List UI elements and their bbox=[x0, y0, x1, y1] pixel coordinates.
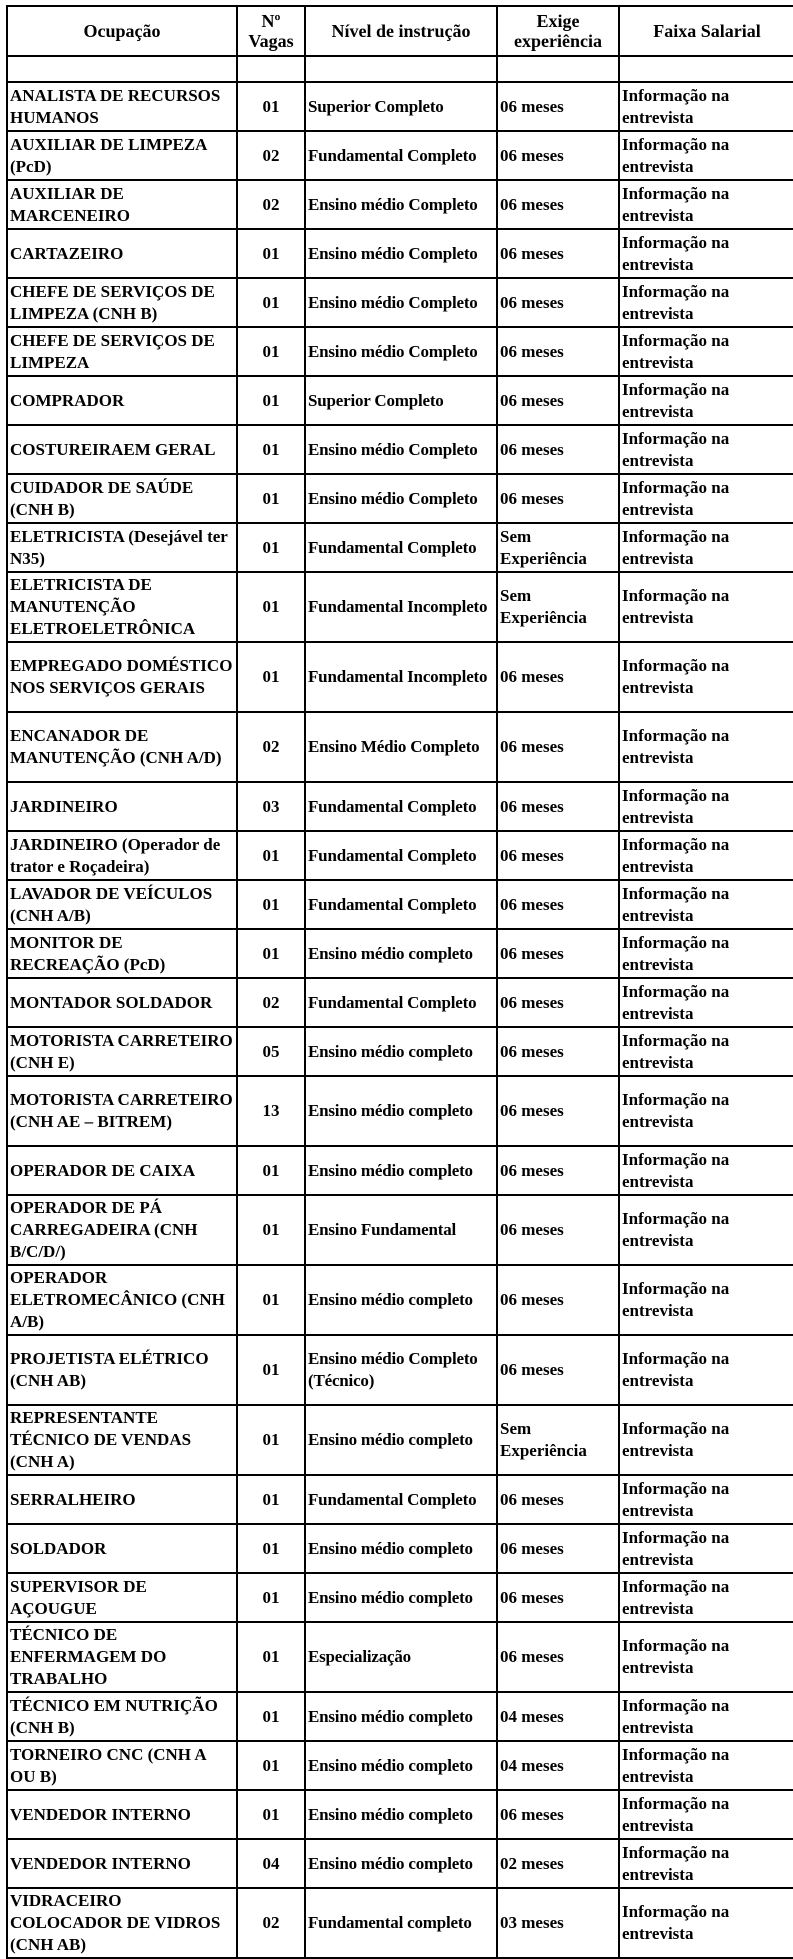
cell-ocupacao: PROJETISTA ELÉTRICO (CNH AB) bbox=[7, 1335, 237, 1405]
cell-nivel: Ensino médio completo bbox=[305, 1405, 497, 1475]
cell-nivel: Ensino médio completo bbox=[305, 1573, 497, 1622]
cell-experiencia: Sem Experiência bbox=[497, 523, 619, 572]
cell-vagas: 01 bbox=[237, 1335, 305, 1405]
cell-ocupacao: MONITOR DE RECREAÇÃO (PcD) bbox=[7, 929, 237, 978]
cell-nivel: Ensino médio Completo bbox=[305, 474, 497, 523]
cell-faixa: Informação na entrevista bbox=[619, 1027, 793, 1076]
cell-vagas: 02 bbox=[237, 131, 305, 180]
cell-faixa: Informação na entrevista bbox=[619, 82, 793, 131]
cell-experiencia: 06 meses bbox=[497, 425, 619, 474]
table-row bbox=[7, 1475, 793, 1524]
cell-vagas: 02 bbox=[237, 712, 305, 782]
table-row bbox=[7, 180, 793, 229]
table-row bbox=[7, 1195, 793, 1265]
cell-nivel: Fundamental Completo bbox=[305, 523, 497, 572]
cell-experiencia: 06 meses bbox=[497, 782, 619, 831]
cell-ocupacao: ENCANADOR DE MANUTENÇÃO (CNH A/D) bbox=[7, 712, 237, 782]
cell-vagas: 01 bbox=[237, 425, 305, 474]
cell-experiencia: 06 meses bbox=[497, 831, 619, 880]
cell-experiencia: 02 meses bbox=[497, 1839, 619, 1888]
table-row bbox=[7, 1573, 793, 1622]
cell-nivel: Ensino médio completo bbox=[305, 1692, 497, 1741]
cell-faixa: Informação na entrevista bbox=[619, 1888, 793, 1958]
cell-faixa: Informação na entrevista bbox=[619, 978, 793, 1027]
cell-experiencia: 06 meses bbox=[497, 229, 619, 278]
cell-nivel: Especialização bbox=[305, 1622, 497, 1692]
blank-cell bbox=[7, 56, 237, 82]
cell-faixa: Informação na entrevista bbox=[619, 1692, 793, 1741]
cell-ocupacao: AUXILIAR DE LIMPEZA (PcD) bbox=[7, 131, 237, 180]
cell-experiencia: 06 meses bbox=[497, 880, 619, 929]
cell-vagas: 01 bbox=[237, 1405, 305, 1475]
cell-experiencia: 06 meses bbox=[497, 278, 619, 327]
header-ocupacao: Ocupação bbox=[7, 6, 237, 56]
table-row bbox=[7, 880, 793, 929]
table-row bbox=[7, 978, 793, 1027]
cell-faixa: Informação na entrevista bbox=[619, 474, 793, 523]
cell-experiencia: 06 meses bbox=[497, 1524, 619, 1573]
cell-vagas: 01 bbox=[237, 1573, 305, 1622]
table-row bbox=[7, 327, 793, 376]
cell-nivel: Ensino médio Completo bbox=[305, 425, 497, 474]
cell-experiencia: 06 meses bbox=[497, 1076, 619, 1146]
cell-nivel: Ensino médio Completo bbox=[305, 229, 497, 278]
cell-faixa: Informação na entrevista bbox=[619, 572, 793, 642]
cell-vagas: 01 bbox=[237, 82, 305, 131]
cell-nivel: Superior Completo bbox=[305, 82, 497, 131]
table-row bbox=[7, 1076, 793, 1146]
cell-experiencia: 06 meses bbox=[497, 474, 619, 523]
table-row bbox=[7, 782, 793, 831]
cell-faixa: Informação na entrevista bbox=[619, 1076, 793, 1146]
cell-ocupacao: CARTAZEIRO bbox=[7, 229, 237, 278]
cell-ocupacao: TÉCNICO DE ENFERMAGEM DO TRABALHO bbox=[7, 1622, 237, 1692]
cell-faixa: Informação na entrevista bbox=[619, 327, 793, 376]
cell-vagas: 03 bbox=[237, 782, 305, 831]
cell-ocupacao: ELETRICISTA DE MANUTENÇÃO ELETROELETRÔNICA bbox=[7, 572, 237, 642]
cell-faixa: Informação na entrevista bbox=[619, 523, 793, 572]
cell-vagas: 13 bbox=[237, 1076, 305, 1146]
cell-ocupacao: MOTORISTA CARRETEIRO (CNH E) bbox=[7, 1027, 237, 1076]
table-row bbox=[7, 1524, 793, 1573]
cell-faixa: Informação na entrevista bbox=[619, 1622, 793, 1692]
cell-nivel: Ensino médio completo bbox=[305, 1839, 497, 1888]
cell-faixa: Informação na entrevista bbox=[619, 831, 793, 880]
table-row bbox=[7, 376, 793, 425]
cell-vagas: 01 bbox=[237, 1692, 305, 1741]
table-row bbox=[7, 425, 793, 474]
table-row bbox=[7, 229, 793, 278]
header-row bbox=[7, 6, 793, 56]
cell-vagas: 02 bbox=[237, 1888, 305, 1958]
cell-ocupacao: COMPRADOR bbox=[7, 376, 237, 425]
cell-faixa: Informação na entrevista bbox=[619, 376, 793, 425]
cell-ocupacao: REPRESENTANTE TÉCNICO DE VENDAS (CNH A) bbox=[7, 1405, 237, 1475]
cell-ocupacao: SOLDADOR bbox=[7, 1524, 237, 1573]
cell-experiencia: 06 meses bbox=[497, 1790, 619, 1839]
cell-vagas: 01 bbox=[237, 572, 305, 642]
blank-cell bbox=[497, 56, 619, 82]
cell-ocupacao: TORNEIRO CNC (CNH A OU B) bbox=[7, 1741, 237, 1790]
cell-nivel: Ensino médio completo bbox=[305, 1741, 497, 1790]
cell-nivel: Ensino médio completo bbox=[305, 1265, 497, 1335]
cell-vagas: 02 bbox=[237, 180, 305, 229]
cell-vagas: 01 bbox=[237, 474, 305, 523]
table-row bbox=[7, 572, 793, 642]
cell-ocupacao: CHEFE DE SERVIÇOS DE LIMPEZA bbox=[7, 327, 237, 376]
cell-experiencia: 06 meses bbox=[497, 1622, 619, 1692]
cell-vagas: 01 bbox=[237, 278, 305, 327]
header-exige: Exige experiência bbox=[497, 6, 619, 56]
cell-experiencia: Sem Experiência bbox=[497, 572, 619, 642]
blank-cell bbox=[305, 56, 497, 82]
cell-faixa: Informação na entrevista bbox=[619, 1475, 793, 1524]
cell-faixa: Informação na entrevista bbox=[619, 1265, 793, 1335]
cell-nivel: Fundamental Completo bbox=[305, 880, 497, 929]
table-row bbox=[7, 1335, 793, 1405]
blank-row bbox=[7, 56, 793, 82]
cell-faixa: Informação na entrevista bbox=[619, 1195, 793, 1265]
cell-ocupacao: AUXILIAR DE MARCENEIRO bbox=[7, 180, 237, 229]
cell-experiencia: 06 meses bbox=[497, 131, 619, 180]
cell-ocupacao: MOTORISTA CARRETEIRO (CNH AE – BITREM) bbox=[7, 1076, 237, 1146]
cell-nivel: Fundamental Completo bbox=[305, 978, 497, 1027]
cell-vagas: 04 bbox=[237, 1839, 305, 1888]
cell-vagas: 01 bbox=[237, 376, 305, 425]
job-openings-table bbox=[6, 5, 793, 1959]
blank-cell bbox=[237, 56, 305, 82]
cell-experiencia: 06 meses bbox=[497, 1195, 619, 1265]
cell-vagas: 01 bbox=[237, 1195, 305, 1265]
cell-experiencia: 06 meses bbox=[497, 180, 619, 229]
cell-nivel: Fundamental completo bbox=[305, 1888, 497, 1958]
cell-vagas: 01 bbox=[237, 1622, 305, 1692]
cell-faixa: Informação na entrevista bbox=[619, 642, 793, 712]
cell-nivel: Superior Completo bbox=[305, 376, 497, 425]
cell-vagas: 01 bbox=[237, 229, 305, 278]
cell-nivel: Fundamental Completo bbox=[305, 1475, 497, 1524]
cell-ocupacao: LAVADOR DE VEÍCULOS (CNH A/B) bbox=[7, 880, 237, 929]
cell-experiencia: Sem Experiência bbox=[497, 1405, 619, 1475]
cell-experiencia: 06 meses bbox=[497, 82, 619, 131]
table-row bbox=[7, 1692, 793, 1741]
cell-nivel: Ensino médio completo bbox=[305, 1027, 497, 1076]
cell-ocupacao: ANALISTA DE RECURSOS HUMANOS bbox=[7, 82, 237, 131]
cell-ocupacao: SUPERVISOR DE AÇOUGUE bbox=[7, 1573, 237, 1622]
cell-nivel: Ensino médio completo bbox=[305, 1076, 497, 1146]
cell-nivel: Ensino médio Completo (Técnico) bbox=[305, 1335, 497, 1405]
cell-ocupacao: OPERADOR ELETROMECÂNICO (CNH A/B) bbox=[7, 1265, 237, 1335]
cell-ocupacao: VIDRACEIRO COLOCADOR DE VIDROS (CNH AB) bbox=[7, 1888, 237, 1958]
table-row bbox=[7, 1265, 793, 1335]
blank-cell bbox=[619, 56, 793, 82]
cell-ocupacao: CHEFE DE SERVIÇOS DE LIMPEZA (CNH B) bbox=[7, 278, 237, 327]
cell-experiencia: 06 meses bbox=[497, 1027, 619, 1076]
cell-vagas: 01 bbox=[237, 642, 305, 712]
cell-ocupacao: OPERADOR DE CAIXA bbox=[7, 1146, 237, 1195]
cell-ocupacao: JARDINEIRO bbox=[7, 782, 237, 831]
cell-vagas: 01 bbox=[237, 880, 305, 929]
cell-experiencia: 03 meses bbox=[497, 1888, 619, 1958]
table-row bbox=[7, 929, 793, 978]
cell-faixa: Informação na entrevista bbox=[619, 1839, 793, 1888]
cell-nivel: Ensino médio completo bbox=[305, 929, 497, 978]
table-row bbox=[7, 642, 793, 712]
cell-vagas: 01 bbox=[237, 523, 305, 572]
cell-vagas: 02 bbox=[237, 978, 305, 1027]
cell-experiencia: 04 meses bbox=[497, 1692, 619, 1741]
cell-ocupacao: VENDEDOR INTERNO bbox=[7, 1790, 237, 1839]
cell-nivel: Ensino Fundamental bbox=[305, 1195, 497, 1265]
cell-vagas: 01 bbox=[237, 831, 305, 880]
cell-experiencia: 06 meses bbox=[497, 327, 619, 376]
table-row bbox=[7, 523, 793, 572]
cell-vagas: 01 bbox=[237, 327, 305, 376]
cell-nivel: Fundamental Incompleto bbox=[305, 642, 497, 712]
table-row bbox=[7, 1405, 793, 1475]
table-row bbox=[7, 278, 793, 327]
cell-nivel: Ensino médio Completo bbox=[305, 327, 497, 376]
cell-nivel: Ensino médio completo bbox=[305, 1524, 497, 1573]
cell-experiencia: 06 meses bbox=[497, 1265, 619, 1335]
cell-nivel: Ensino médio Completo bbox=[305, 278, 497, 327]
cell-nivel: Ensino médio completo bbox=[305, 1790, 497, 1839]
cell-vagas: 01 bbox=[237, 1790, 305, 1839]
cell-faixa: Informação na entrevista bbox=[619, 425, 793, 474]
cell-experiencia: 06 meses bbox=[497, 712, 619, 782]
cell-nivel: Fundamental Completo bbox=[305, 782, 497, 831]
header-faixa: Faixa Salarial bbox=[619, 6, 793, 56]
header-vagas: Nº Vagas bbox=[237, 6, 305, 56]
cell-experiencia: 06 meses bbox=[497, 929, 619, 978]
cell-vagas: 01 bbox=[237, 1741, 305, 1790]
cell-faixa: Informação na entrevista bbox=[619, 929, 793, 978]
cell-ocupacao: EMPREGADO DOMÉSTICO NOS SERVIÇOS GERAIS bbox=[7, 642, 237, 712]
cell-ocupacao: JARDINEIRO (Operador de trator e Roçadeira) bbox=[7, 831, 237, 880]
cell-ocupacao: OPERADOR DE PÁ CARREGADEIRA (CNH B/C/D/) bbox=[7, 1195, 237, 1265]
cell-vagas: 01 bbox=[237, 1475, 305, 1524]
header-nivel: Nível de instrução bbox=[305, 6, 497, 56]
table-row bbox=[7, 1741, 793, 1790]
table-row bbox=[7, 82, 793, 131]
cell-faixa: Informação na entrevista bbox=[619, 131, 793, 180]
cell-faixa: Informação na entrevista bbox=[619, 1524, 793, 1573]
cell-ocupacao: VENDEDOR INTERNO bbox=[7, 1839, 237, 1888]
cell-faixa: Informação na entrevista bbox=[619, 1335, 793, 1405]
cell-faixa: Informação na entrevista bbox=[619, 229, 793, 278]
cell-vagas: 01 bbox=[237, 1265, 305, 1335]
cell-ocupacao: SERRALHEIRO bbox=[7, 1475, 237, 1524]
cell-experiencia: 06 meses bbox=[497, 1146, 619, 1195]
cell-faixa: Informação na entrevista bbox=[619, 1146, 793, 1195]
cell-faixa: Informação na entrevista bbox=[619, 278, 793, 327]
cell-faixa: Informação na entrevista bbox=[619, 1741, 793, 1790]
table-row bbox=[7, 1622, 793, 1692]
table-row bbox=[7, 131, 793, 180]
cell-vagas: 05 bbox=[237, 1027, 305, 1076]
cell-vagas: 01 bbox=[237, 929, 305, 978]
cell-ocupacao: COSTUREIRAEM GERAL bbox=[7, 425, 237, 474]
cell-experiencia: 06 meses bbox=[497, 1335, 619, 1405]
table-row bbox=[7, 1839, 793, 1888]
cell-nivel: Fundamental Incompleto bbox=[305, 572, 497, 642]
cell-experiencia: 06 meses bbox=[497, 642, 619, 712]
cell-faixa: Informação na entrevista bbox=[619, 180, 793, 229]
table-row bbox=[7, 474, 793, 523]
cell-experiencia: 04 meses bbox=[497, 1741, 619, 1790]
cell-experiencia: 06 meses bbox=[497, 1475, 619, 1524]
cell-ocupacao: TÉCNICO EM NUTRIÇÃO (CNH B) bbox=[7, 1692, 237, 1741]
cell-vagas: 01 bbox=[237, 1524, 305, 1573]
cell-faixa: Informação na entrevista bbox=[619, 880, 793, 929]
cell-faixa: Informação na entrevista bbox=[619, 1790, 793, 1839]
cell-experiencia: 06 meses bbox=[497, 1573, 619, 1622]
cell-ocupacao: MONTADOR SOLDADOR bbox=[7, 978, 237, 1027]
cell-nivel: Ensino Médio Completo bbox=[305, 712, 497, 782]
cell-experiencia: 06 meses bbox=[497, 978, 619, 1027]
cell-vagas: 01 bbox=[237, 1146, 305, 1195]
cell-ocupacao: CUIDADOR DE SAÚDE (CNH B) bbox=[7, 474, 237, 523]
table-row bbox=[7, 1790, 793, 1839]
cell-faixa: Informação na entrevista bbox=[619, 1573, 793, 1622]
table-row bbox=[7, 831, 793, 880]
cell-faixa: Informação na entrevista bbox=[619, 1405, 793, 1475]
cell-nivel: Ensino médio Completo bbox=[305, 180, 497, 229]
table-row bbox=[7, 1027, 793, 1076]
cell-nivel: Fundamental Completo bbox=[305, 831, 497, 880]
cell-faixa: Informação na entrevista bbox=[619, 712, 793, 782]
cell-nivel: Ensino médio completo bbox=[305, 1146, 497, 1195]
cell-faixa: Informação na entrevista bbox=[619, 782, 793, 831]
cell-experiencia: 06 meses bbox=[497, 376, 619, 425]
cell-nivel: Fundamental Completo bbox=[305, 131, 497, 180]
table-row bbox=[7, 1888, 793, 1958]
table-row bbox=[7, 712, 793, 782]
cell-ocupacao: ELETRICISTA (Desejável ter N35) bbox=[7, 523, 237, 572]
table-row bbox=[7, 1146, 793, 1195]
